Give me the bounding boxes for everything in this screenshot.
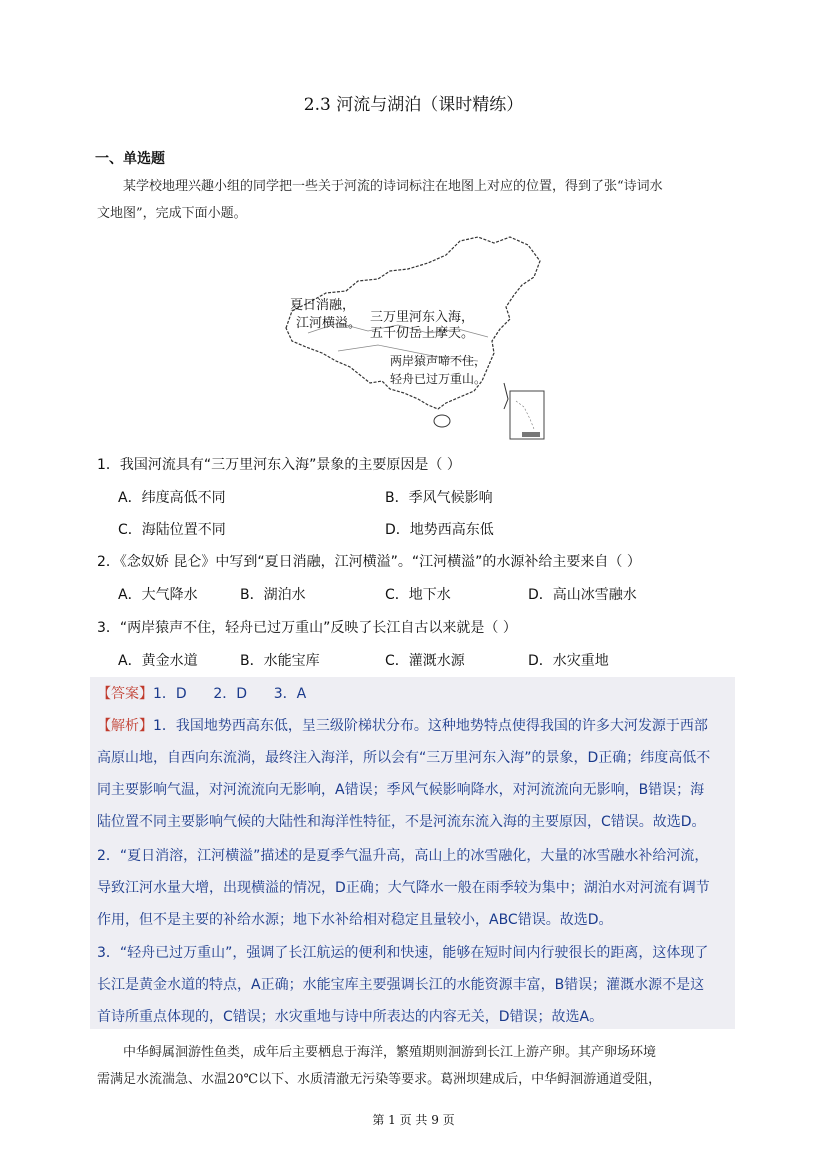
analysis-line-2: 高原山地，自西向东流淌，最终注入海洋，所以会有“三万里河东入海”的景象，D正确；纬度高低不 — [97, 750, 711, 766]
question-2-option-b[interactable]: B．湖泊水 — [240, 587, 306, 603]
analysis-text-1: 1．我国地势西高东低，呈三级阶梯状分布。这种地势特点使得我国的许多大河发源于西部 — [153, 718, 708, 734]
question-3-option-a[interactable]: A．黄金水道 — [118, 653, 198, 669]
poem-3-line-2: 轻舟已过万重山。 — [390, 372, 487, 386]
analysis-line-4: 陆位置不同主要影响气候的大陆性和海洋性特征，不是河流东流入海的主要原因，C错误。故选D。 — [97, 814, 706, 830]
next-intro-line-2: 需满足水流湍急、水温20℃以下、水质清澈无污染等要求。葛洲坝建成后，中华鲟洄游通道受阻， — [97, 1072, 662, 1087]
china-map-figure — [278, 233, 548, 443]
answer-tag: 【答案】 — [97, 686, 153, 702]
next-intro-line-1: 中华鲟属洄游性鱼类，成年后主要栖息于海洋，繁殖期则洄游到长江上游产卵。其产卵场环境 — [123, 1045, 657, 1060]
poem-3-line-1: 两岸猿声啼不住， — [390, 354, 487, 368]
answer-line — [97, 683, 306, 703]
poem-2-line-1: 三万里河东入海， — [370, 310, 475, 325]
analysis-line-6: 导致江河水量大增，出现横溢的情况，D正确；大气降水一般在雨季较为集中；湖泊水对河流有调节 — [97, 880, 710, 896]
question-3-stem: 3．“两岸猿声不住，轻舟已过万重山”反映了长江自古以来就是（ ） — [97, 620, 517, 636]
question-1-stem: 1．我国河流具有“三万里河东入海”景象的主要原因是（ ） — [97, 457, 461, 473]
page-footer: 第 1 页 共 9 页 — [372, 1113, 455, 1127]
section-heading: 一、单选题 — [95, 151, 165, 167]
poem-2-line-2: 五千仞岳上摩天。 — [370, 326, 475, 341]
question-2-option-c[interactable]: C．地下水 — [385, 587, 451, 603]
page-title: 2.3 河流与湖泊（课时精练） — [303, 95, 524, 115]
question-1-option-a[interactable]: A．纬度高低不同 — [118, 490, 226, 506]
answer-text: 1．D 2．D 3．A — [153, 686, 307, 702]
question-3-option-b[interactable]: B．水能宝库 — [240, 653, 320, 669]
analysis-line-9: 长江是黄金水道的特点，A正确；水能宝库主要强调长江的水能资源丰富，B错误；灌溉水源不是这 — [97, 977, 705, 993]
analysis-line-3: 同主要影响气温，对河流流向无影响，A错误；季风气候影响降水，对河流流向无影响，B错误；海 — [97, 782, 705, 798]
question-1-option-b[interactable]: B．季风气候影响 — [385, 490, 493, 506]
china-map-outline — [278, 233, 548, 443]
question-3-option-d[interactable]: D．水灾重地 — [528, 653, 609, 669]
analysis-line-5: 2．“夏日消溶，江河横溢”描述的是夏季气温升高，高山上的冰雪融化，大量的冰雪融水补给河流， — [97, 848, 709, 864]
analysis-line-8: 3．“轻舟已过万重山”，强调了长江航运的便利和快速，能够在短时间内行驶很长的距离，这体现了 — [97, 945, 709, 961]
analysis-line-7: 作用，但不是主要的补给水源；地下水补给相对稳定且量较小，ABC错误。故选D。 — [97, 912, 613, 928]
question-3-option-c[interactable]: C．灌溉水源 — [385, 653, 465, 669]
question-1-option-c[interactable]: C．海陆位置不同 — [118, 522, 226, 538]
intro-line-1: 某学校地理兴趣小组的同学把一些关于河流的诗词标注在地图上对应的位置，得到了张“诗词水 — [123, 179, 663, 194]
analysis-line-10: 首诗所重点体现的，C错误；水灾重地与诗中所表达的内容无关，D错误；故选A。 — [97, 1009, 604, 1025]
next-intro-paragraph — [97, 1039, 737, 1093]
question-2-stem: 2．《念奴娇 昆仑》中写到“夏日消融，江河横溢”。“江河横溢”的水源补给主要来自（ ） — [97, 554, 641, 570]
analysis-line-1 — [97, 715, 708, 735]
analysis-tag: 【解析】 — [97, 718, 153, 734]
question-2-option-d[interactable]: D．高山冰雪融水 — [528, 587, 637, 603]
poem-1-line-1: 夏日消融， — [290, 298, 356, 313]
poem-1-line-2: 江河横溢。 — [296, 316, 362, 331]
intro-line-2: 文地图”，完成下面小题。 — [97, 206, 247, 221]
intro-paragraph — [97, 173, 737, 227]
question-2-option-a[interactable]: A．大气降水 — [118, 587, 198, 603]
question-1-option-d[interactable]: D．地势西高东低 — [385, 522, 494, 538]
